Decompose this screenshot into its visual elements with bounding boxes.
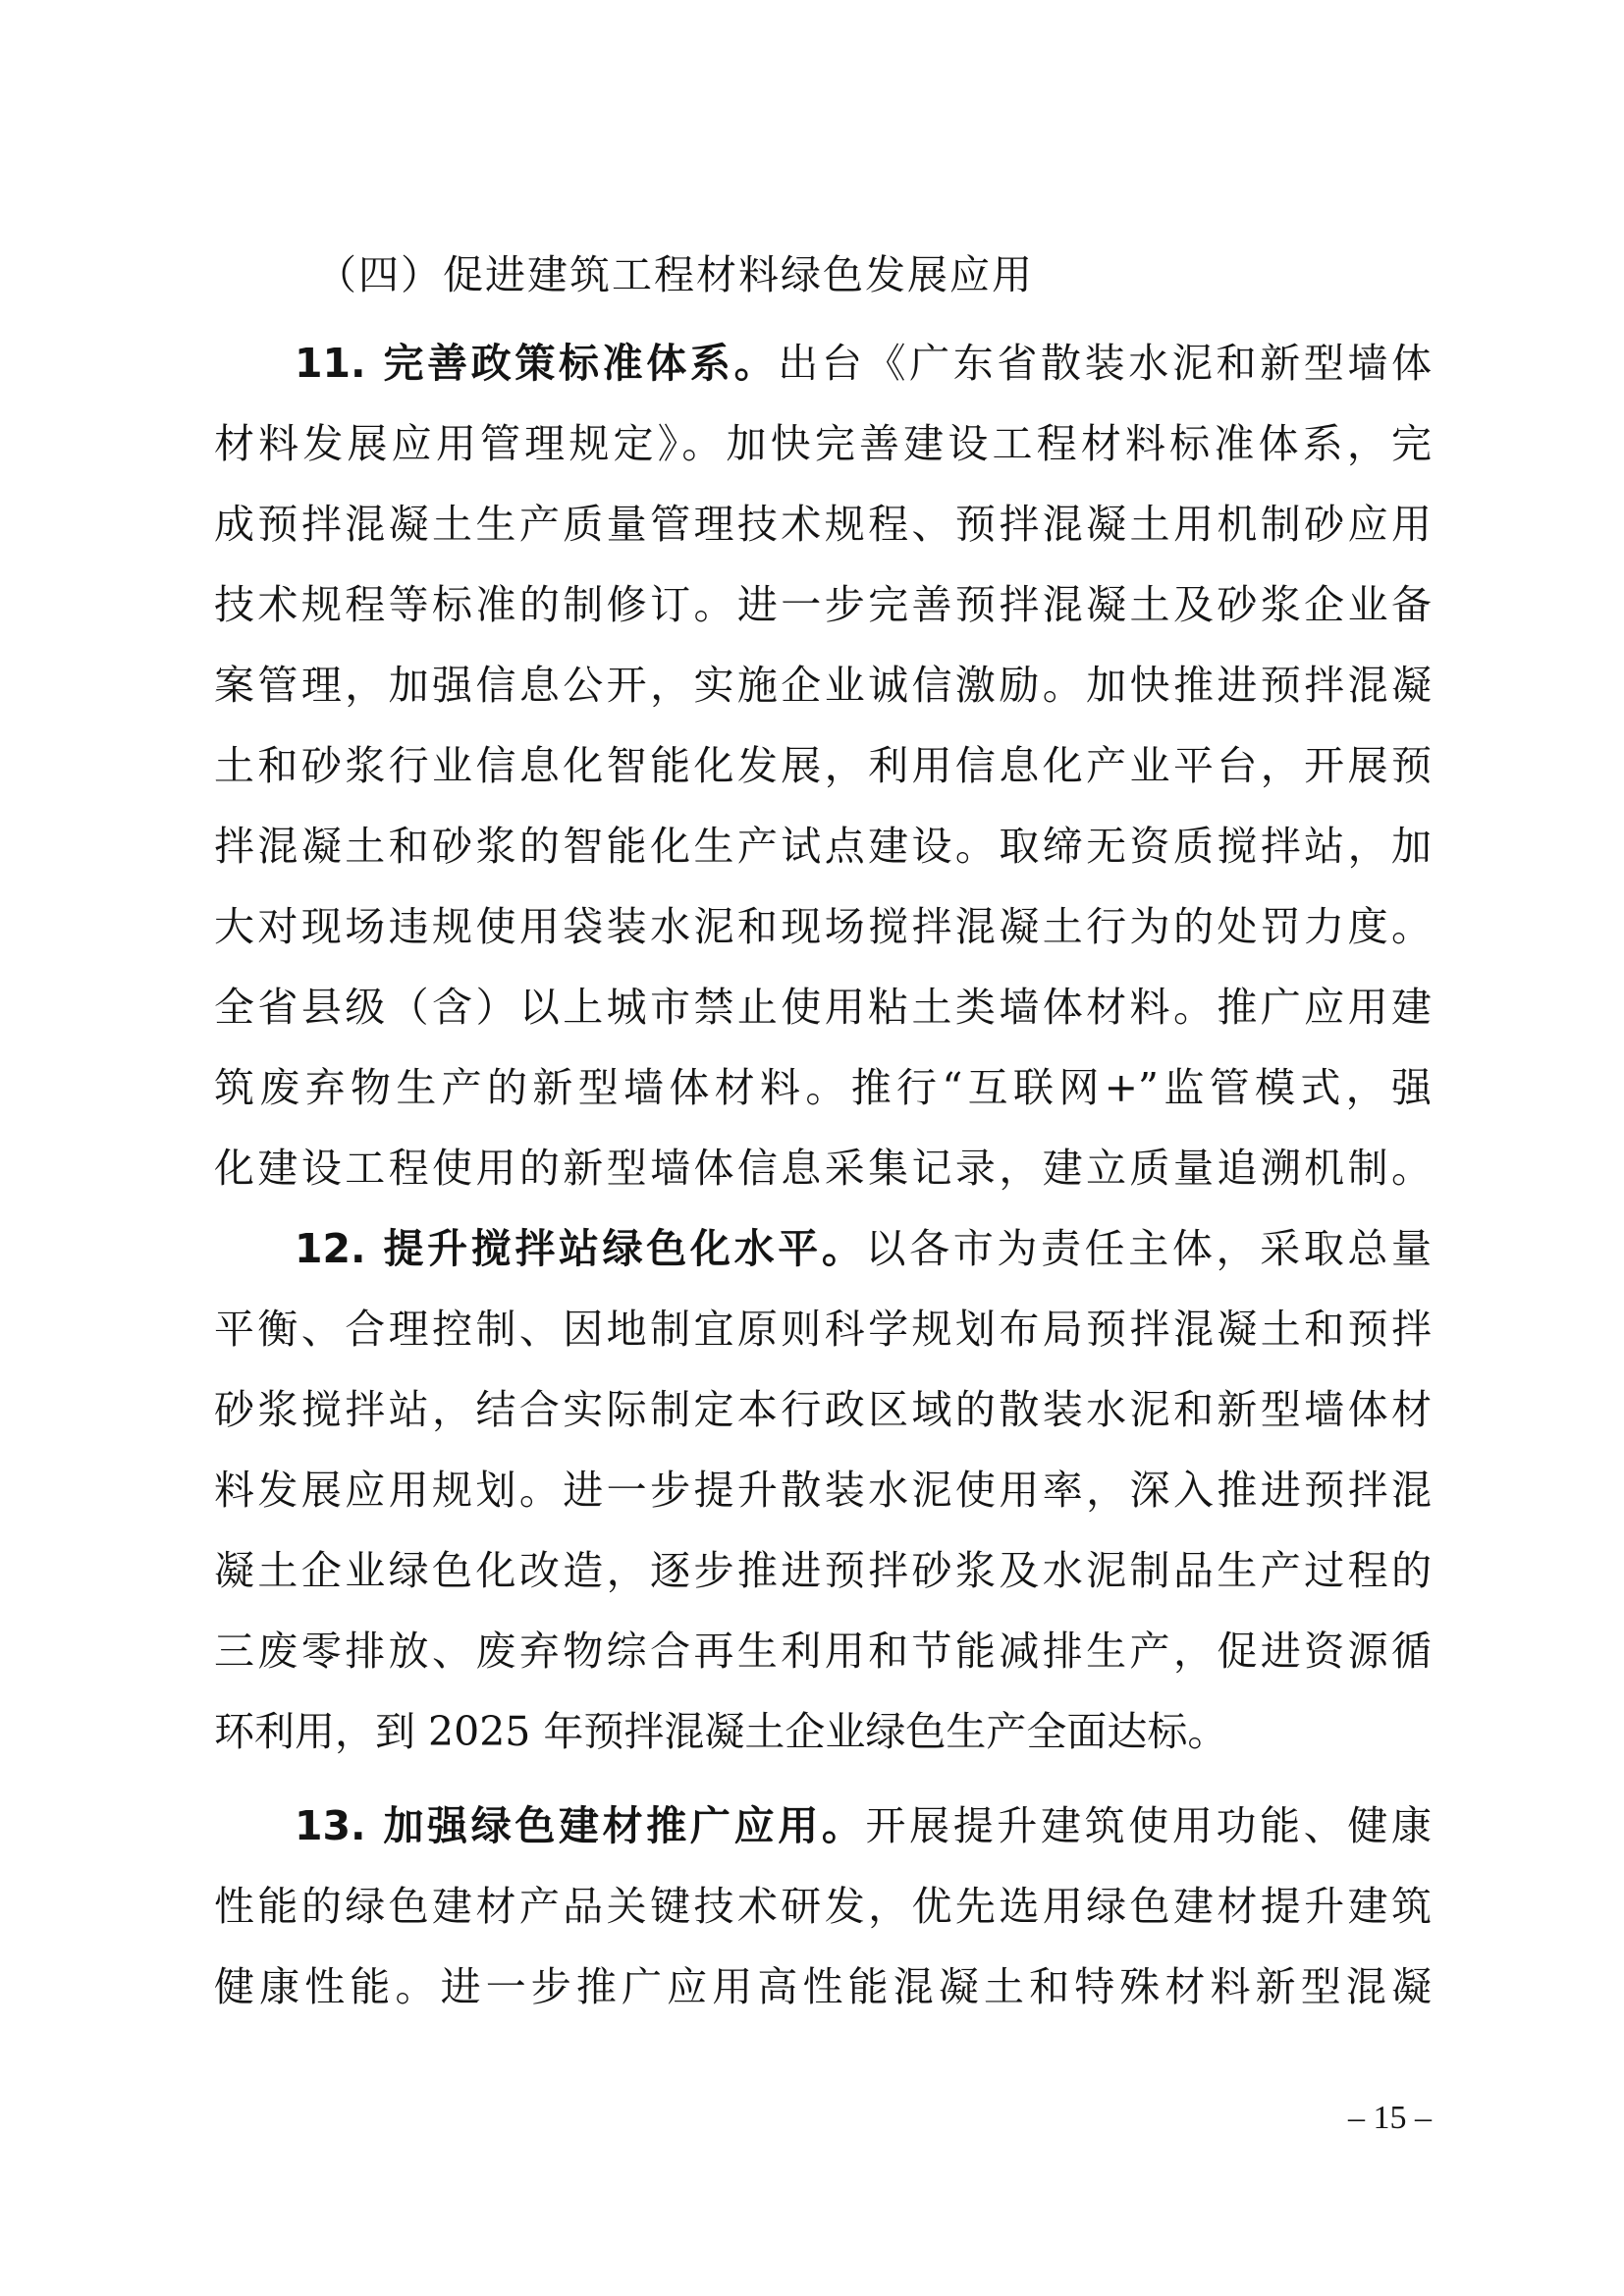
section-heading: （四）促进建筑工程材料绿色发展应用: [316, 251, 1034, 298]
item-11-line-4: 案管理，加强信息公开，实施企业诚信激励。加快推进预拌混凝: [214, 662, 1432, 709]
item-13-line-2: 健康性能。进一步推广应用高性能混凝土和特殊材料新型混凝: [214, 1963, 1432, 2010]
item-12-line-2: 砂浆搅拌站，结合实际制定本行政区域的散装水泥和新型墙体材: [214, 1386, 1432, 1433]
item-12-title: 12. 提升搅拌站绿色化水平。: [295, 1225, 866, 1272]
item-12-line-0: 以各市为责任主体，采取总量: [865, 1225, 1432, 1272]
item-11-line-5: 土和砂浆行业信息化智能化发展，利用信息化产业平台，开展预: [214, 742, 1432, 789]
item-11-line-1: 材料发展应用管理规定》。加快完善建设工程材料标准体系，完: [214, 420, 1432, 467]
item-11-line-6: 拌混凝土和砂浆的智能化生产试点建设。取缔无资质搅拌站，加: [214, 823, 1432, 870]
item-11-title: 11. 完善政策标准体系。: [295, 340, 779, 387]
item-11-line-9: 筑废弃物生产的新型墙体材料。推行“互联网+”监管模式，强: [214, 1064, 1432, 1111]
item-11-line-8: 全省县级（含）以上城市禁止使用粘土类墙体材料。推广应用建: [214, 984, 1432, 1031]
item-11-line-2: 成预拌混凝土生产质量管理技术规程、预拌混凝土用机制砂应用: [214, 501, 1432, 548]
item-11-line-3: 技术规程等标准的制修订。进一步完善预拌混凝土及砂浆企业备: [214, 581, 1432, 628]
item-11-first-line: [295, 336, 1432, 391]
item-13-title: 13. 加强绿色建材推广应用。: [295, 1802, 866, 1849]
item-13-first-line: [295, 1798, 1432, 1853]
item-11-line-10: 化建设工程使用的新型墙体信息采集记录，建立质量追溯机制。: [214, 1145, 1432, 1192]
item-12-line-6: 环利用，到 2025 年预拌混凝土企业绿色生产全面达标。: [214, 1708, 1228, 1755]
item-12-line-5: 三废零排放、废弃物综合再生利用和节能减排生产，促进资源循: [214, 1628, 1432, 1675]
page-number: – 15 –: [1348, 2100, 1432, 2136]
item-11-line-0: 出台《广东省散装水泥和新型墙体: [778, 340, 1433, 387]
item-13-line-1: 性能的绿色建材产品关键技术研发，优先选用绿色建材提升建筑: [214, 1883, 1432, 1930]
item-12-line-1: 平衡、合理控制、因地制宜原则科学规划布局预拌混凝土和预拌: [214, 1306, 1432, 1353]
item-13-line-0: 开展提升建筑使用功能、健康: [865, 1802, 1432, 1849]
item-12-line-4: 凝土企业绿色化改造，逐步推进预拌砂浆及水泥制品生产过程的: [214, 1547, 1432, 1594]
item-12-line-3: 料发展应用规划。进一步提升散装水泥使用率，深入推进预拌混: [214, 1467, 1432, 1514]
item-12-first-line: [295, 1221, 1432, 1276]
item-11-line-7: 大对现场违规使用袋装水泥和现场搅拌混凝土行为的处罚力度。: [214, 903, 1432, 950]
